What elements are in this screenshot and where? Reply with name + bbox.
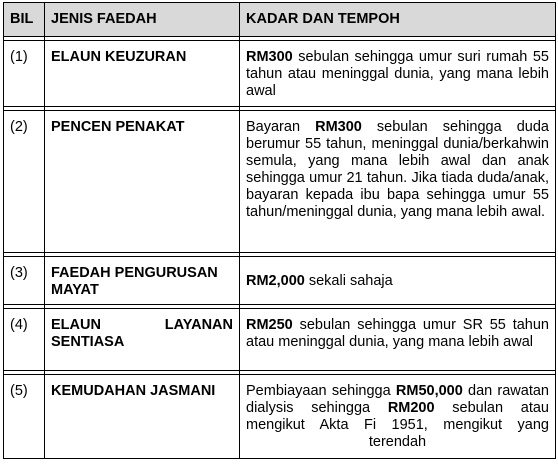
- kadar-text: Pembiayaan sehingga: [246, 383, 396, 399]
- table-header-row: [4, 3, 556, 37]
- table-row: [4, 41, 556, 107]
- table-row: [4, 309, 556, 371]
- row-jenis-faedah: KEMUDAHAN JASMANI: [45, 375, 240, 459]
- kadar-text: sebulan sehingga umur suri rumah 55 tahun atau meninggal dunia, yang mana lebih awal: [246, 49, 549, 99]
- kadar-text: sekali sahaja: [304, 273, 393, 289]
- row-bil: (3): [4, 257, 45, 305]
- kadar-text: dan rawatan dialysis sehingga: [246, 383, 549, 416]
- row-jenis-faedah: ELAUN LAYANAN SENTIASA: [45, 309, 240, 371]
- kadar-text: sebulan sehingga umur SR 55 tahun atau meninggal dunia, yang mana lebih awal: [246, 317, 549, 350]
- row-jenis-faedah: ELAUN KEUZURAN: [45, 41, 240, 107]
- amount-bold: RM200: [387, 400, 435, 416]
- amount-bold: RM50,000: [395, 383, 463, 399]
- row-kadar: [240, 257, 556, 305]
- row-bil: (5): [4, 375, 45, 459]
- row-bil: (4): [4, 309, 45, 371]
- header-bil: BIL: [4, 3, 45, 37]
- benefits-table-wrapper: [3, 2, 556, 459]
- amount-bold: RM250: [246, 317, 293, 333]
- kadar-text: Bayaran: [246, 119, 316, 135]
- amount-bold: RM300: [246, 49, 293, 65]
- row-bil: (1): [4, 41, 45, 107]
- table-row: [4, 257, 556, 305]
- kadar-text: sebulan atau mengikut Akta Fi 1951, mengikut yang terendah: [246, 400, 549, 450]
- row-jenis-faedah: FAEDAH PENGURUSAN MAYAT: [45, 257, 240, 305]
- amount-bold: RM300: [315, 119, 362, 135]
- benefits-table: [3, 2, 556, 459]
- row-jenis-faedah: PENCEN PENAKAT: [45, 111, 240, 253]
- table-row: [4, 111, 556, 253]
- row-kadar: [240, 111, 556, 253]
- row-kadar: [240, 41, 556, 107]
- kadar-text: sebulan sehingga duda berumur 55 tahun, meninggal dunia/berkahwin semula, yang mana lebih awal dan anak sehingga umur 21 tahun. Jika tiada duda/anak, bayaran kepada ibu bapa sehingga umur 55 tahun/meninggal dunia, yang mana lebih awal.: [246, 119, 549, 220]
- row-kadar: [240, 375, 556, 459]
- header-kadar-dan-tempoh: KADAR DAN TEMPOH: [240, 3, 556, 37]
- row-kadar: [240, 309, 556, 371]
- row-bil: (2): [4, 111, 45, 253]
- header-jenis-faedah: JENIS FAEDAH: [45, 3, 240, 37]
- amount-bold: RM2,000: [246, 273, 305, 289]
- table-row: [4, 375, 556, 459]
